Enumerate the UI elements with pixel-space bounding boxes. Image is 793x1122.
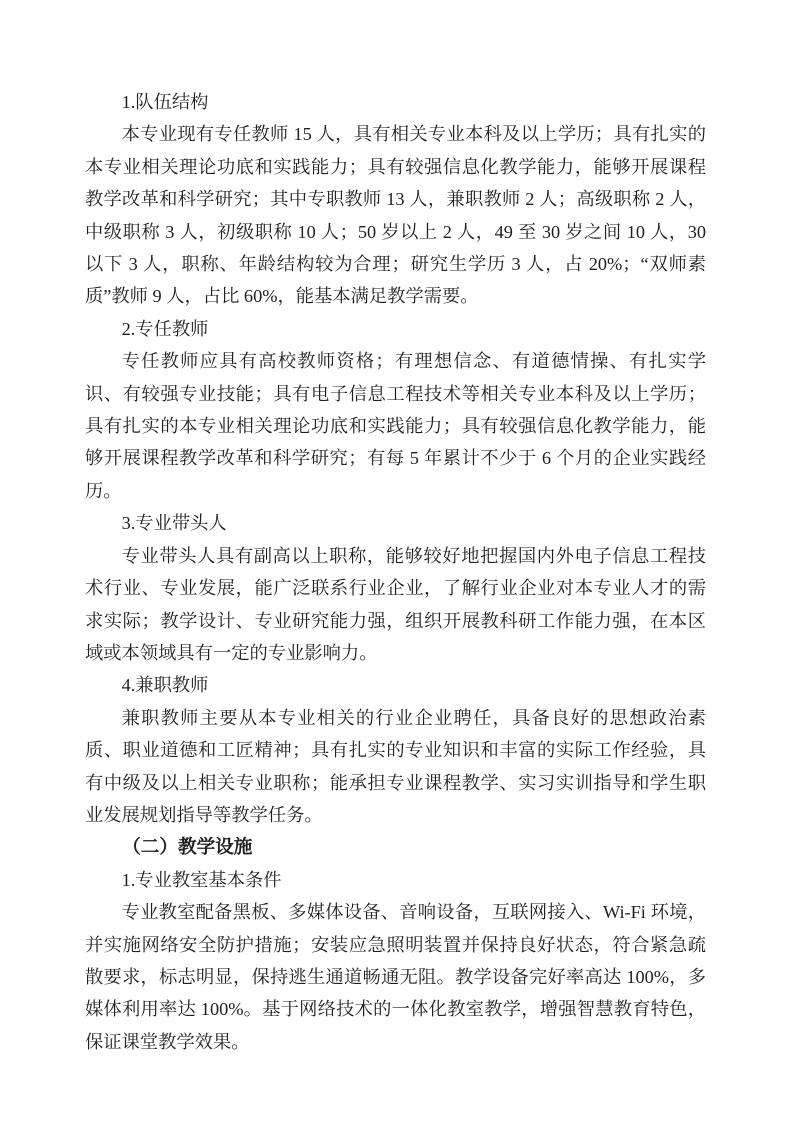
heading-full-time-teachers: 2.专任教师	[121, 318, 209, 339]
heading-teaching-facilities: （二）教学设施	[122, 836, 253, 858]
heading-team-structure: 1.队伍结构	[121, 92, 209, 112]
heading-classroom-basic-conditions: 1.专业教室基本条件	[121, 869, 282, 890]
heading-part-time-teachers: 4.兼职教师	[121, 675, 209, 696]
para-team-structure: 本专业现有专任教师 15 人，具有相关专业本科及以上学历；具有扎实的本专业相关理论功底和实践能力；具有较强信息化教学能力，能够开展课程教学改革和科学研究；其中专职教师 13 人，兼职教师 2 人；高级职称 2 人，中级职称 3 人，初级职称 10 人；50 岁以上 2 人，49 至 30 岁之间 10 人，30 以下 3 人，职称、年龄结构较为合理；研究生学历 3 人，占 20%；“双师素质”教师 9 人，占比 60%，能基本满足教学需要。	[85, 124, 706, 307]
heading-program-leader: 3.专业带头人	[121, 513, 227, 534]
document-page	[85, 86, 706, 1058]
para-classroom-basic-conditions: 专业教室配备黑板、多媒体设备、音响设备，互联网接入、Wi-Fi 环境，并实施网络安全防护措施；安装应急照明装置并保持良好状态，符合紧急疏散要求，标志明显，保持逃生通道畅通无阻。教学设备完好率高达 100%，多媒体利用率达 100%。基于网络技术的一体化教室教学，增强智慧教育特色，保证课堂教学效果。	[85, 902, 706, 1052]
para-full-time-teachers: 专任教师应具有高校教师资格；有理想信念、有道德情操、有扎实学识、有较强专业技能；具有电子信息工程技术等相关专业本科及以上学历；具有扎实的本专业相关理论功底和实践能力；具有较强信息化教学能力，能够开展课程教学改革和科学研究；有每 5 年累计不少于 6 个月的企业实践经历。	[85, 351, 706, 501]
para-part-time-teachers: 兼职教师主要从本专业相关的行业企业聘任，具备良好的思想政治素质、职业道德和工匠精神；具有扎实的专业知识和丰富的实际工作经验，具有中级及以上相关专业职称；能承担专业课程教学、实习实训指导和学生职业发展规划指导等教学任务。	[85, 707, 706, 825]
para-program-leader: 专业带头人具有副高以上职称，能够较好地把握国内外电子信息工程技术行业、专业发展，能广泛联系行业企业，了解行业企业对本专业人才的需求实际；教学设计、专业研究能力强，组织开展教科研工作能力强，在本区域或本领域具有一定的专业影响力。	[85, 545, 706, 663]
